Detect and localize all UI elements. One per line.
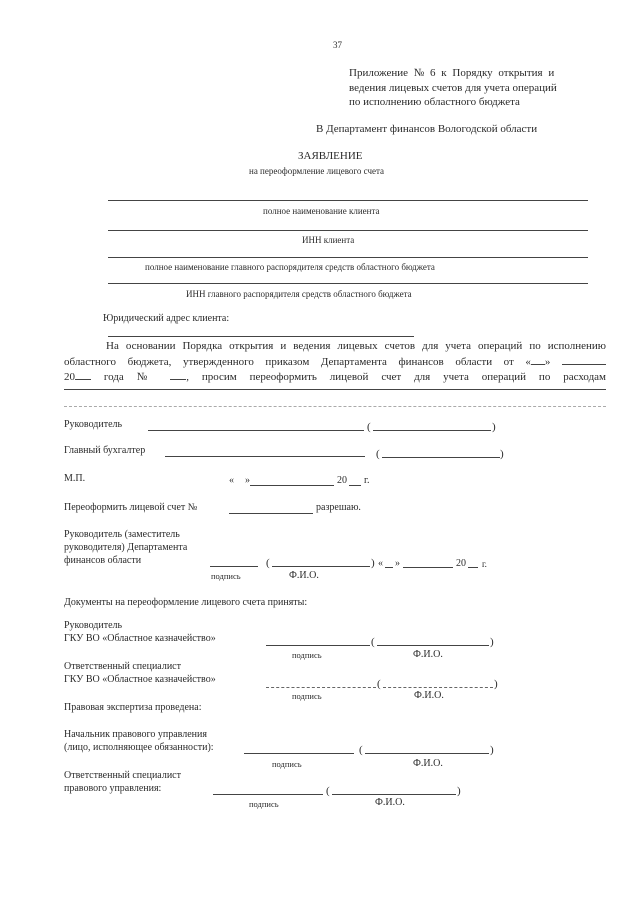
paren-close: ) [494, 678, 498, 690]
number-sign: № [136, 371, 158, 383]
accountant-fio-line [382, 457, 500, 458]
paren-open: ( [359, 744, 363, 756]
fio-caption: Ф.И.О. [413, 758, 443, 769]
treasury-spec-line-2: ГКУ ВО «Областное казначейство» [64, 674, 216, 685]
year-prefix: 20 [456, 558, 466, 569]
account-number-line [229, 513, 313, 514]
legal-spec-fio-line [332, 794, 456, 795]
legal-expertise: Правовая экспертиза проведена: [64, 702, 202, 713]
treasury-head-fio-line [377, 645, 489, 646]
appendix-line-3: по исполнению областного бюджета [349, 96, 520, 108]
sign-caption: подпись [292, 650, 322, 660]
treasury-spec-line-1: Ответственный специалист [64, 661, 181, 672]
head-sign-line [148, 430, 364, 431]
date-month-line [403, 567, 453, 568]
client-name-line [108, 200, 588, 201]
paren-close: ) [500, 448, 504, 460]
paren-open: ( [371, 636, 375, 648]
paren-open: ( [266, 557, 270, 569]
sign-caption: подпись [292, 691, 322, 701]
date-open-quote: « [378, 558, 383, 569]
treasury-head-line-1: Руководитель [64, 620, 123, 631]
legal-spec-sign-line [213, 794, 323, 795]
head-label: Руководитель [64, 419, 123, 430]
body-line-1-text: На основании Порядка открытия и ведения лицевых счетов для учета операций по исполнению [106, 340, 606, 352]
body-line-1 [106, 339, 606, 354]
date-day-line [385, 567, 393, 568]
paren-close: ) [492, 421, 496, 433]
approval-permit: разрешаю. [316, 502, 361, 513]
date-open-quote: « [229, 475, 234, 486]
body-blank-line-1 [64, 389, 606, 390]
client-inn-caption: ИНН клиента [302, 235, 355, 245]
sign-caption: подпись [249, 799, 279, 809]
legal-head-line-2: (лицо, исполняющее обязанности): [64, 742, 214, 753]
body-line-3-text: , просим переоформить лицевой счет для учета операций по расходам [186, 371, 607, 383]
body-line-2-quote: » [544, 356, 551, 368]
documents-accepted: Документы на переоформление лицевого счета приняты: [64, 597, 308, 608]
approval-text: Переоформить лицевой счет № [64, 502, 198, 513]
year-suffix: г. [364, 475, 370, 486]
dept-head-sign-line [210, 566, 258, 567]
legal-address-line [108, 336, 414, 337]
date-close-quote: » [245, 475, 250, 486]
appendix-line-2: ведения лицевых счетов для учета операций [349, 82, 557, 94]
year-line [349, 485, 361, 486]
manager-inn-caption: ИНН главного распорядителя средств областного бюджета [186, 289, 412, 299]
client-inn-line [108, 230, 588, 231]
paren-close: ) [490, 744, 494, 756]
appendix-line-1: Приложение № 6 к Порядку открытия и [349, 67, 555, 79]
paren-open: ( [376, 448, 380, 460]
dept-head-line-2: руководителя) Департамента [64, 542, 188, 553]
manager-name-line [108, 257, 588, 258]
legal-address-label: Юридический адрес клиента: [103, 313, 230, 324]
treasury-spec-fio-line [383, 687, 493, 688]
year-suffix: г. [482, 559, 487, 569]
paren-open: ( [367, 421, 371, 433]
legal-spec-line-1: Ответственный специалист [64, 770, 181, 781]
stamp-label: М.П. [64, 473, 86, 484]
treasury-head-line-2: ГКУ ВО «Областное казначейство» [64, 633, 216, 644]
paren-close: ) [371, 557, 375, 569]
year-prefix: 20 [337, 475, 347, 486]
manager-inn-line [108, 283, 588, 284]
addressee: В Департамент финансов Вологодской области [316, 123, 538, 135]
legal-head-sign-line [244, 753, 354, 754]
treasury-head-sign-line [266, 645, 370, 646]
manager-name-caption: полное наименование главного распорядителя средств областного бюджета [145, 262, 435, 272]
paren-open: ( [377, 678, 381, 690]
body-blank-line-2 [64, 406, 606, 407]
fio-caption: Ф.И.О. [414, 690, 444, 701]
treasury-spec-sign-line [266, 687, 376, 688]
body-line-3 [64, 369, 606, 385]
legal-head-line-1: Начальник правового управления [64, 729, 207, 740]
legal-spec-line-2: правового управления: [64, 783, 162, 794]
year-word: года [103, 371, 124, 383]
year-line [468, 567, 478, 568]
body-line-2 [64, 354, 606, 370]
paren-open: ( [326, 785, 330, 797]
date-close-quote: » [395, 558, 400, 569]
paren-close: ) [457, 785, 461, 797]
fio-caption: Ф.И.О. [289, 570, 319, 581]
sign-caption: подпись [211, 571, 241, 581]
document-subtitle: на переоформление лицевого счета [249, 166, 385, 176]
page-number: 37 [333, 40, 342, 50]
legal-head-fio-line [365, 753, 489, 754]
chief-accountant-label: Главный бухгалтер [64, 445, 146, 456]
date-line [250, 485, 334, 486]
dept-head-fio-line [272, 566, 370, 567]
dept-head-line-1: Руководитель (заместитель [64, 529, 180, 540]
paren-close: ) [490, 636, 494, 648]
sign-caption: подпись [272, 759, 302, 769]
client-name-caption: полное наименование клиента [263, 206, 380, 216]
fio-caption: Ф.И.О. [375, 797, 405, 808]
accountant-sign-line [165, 456, 365, 457]
fio-caption: Ф.И.О. [413, 649, 443, 660]
head-fio-line [373, 430, 491, 431]
dept-head-line-3: финансов области [64, 555, 142, 566]
year-prefix: 20 [64, 371, 75, 383]
document-title: ЗАЯВЛЕНИЕ [298, 150, 363, 162]
body-line-2-text: областного бюджета, утвержденного приказом Департамента финансов области от « [64, 356, 531, 368]
